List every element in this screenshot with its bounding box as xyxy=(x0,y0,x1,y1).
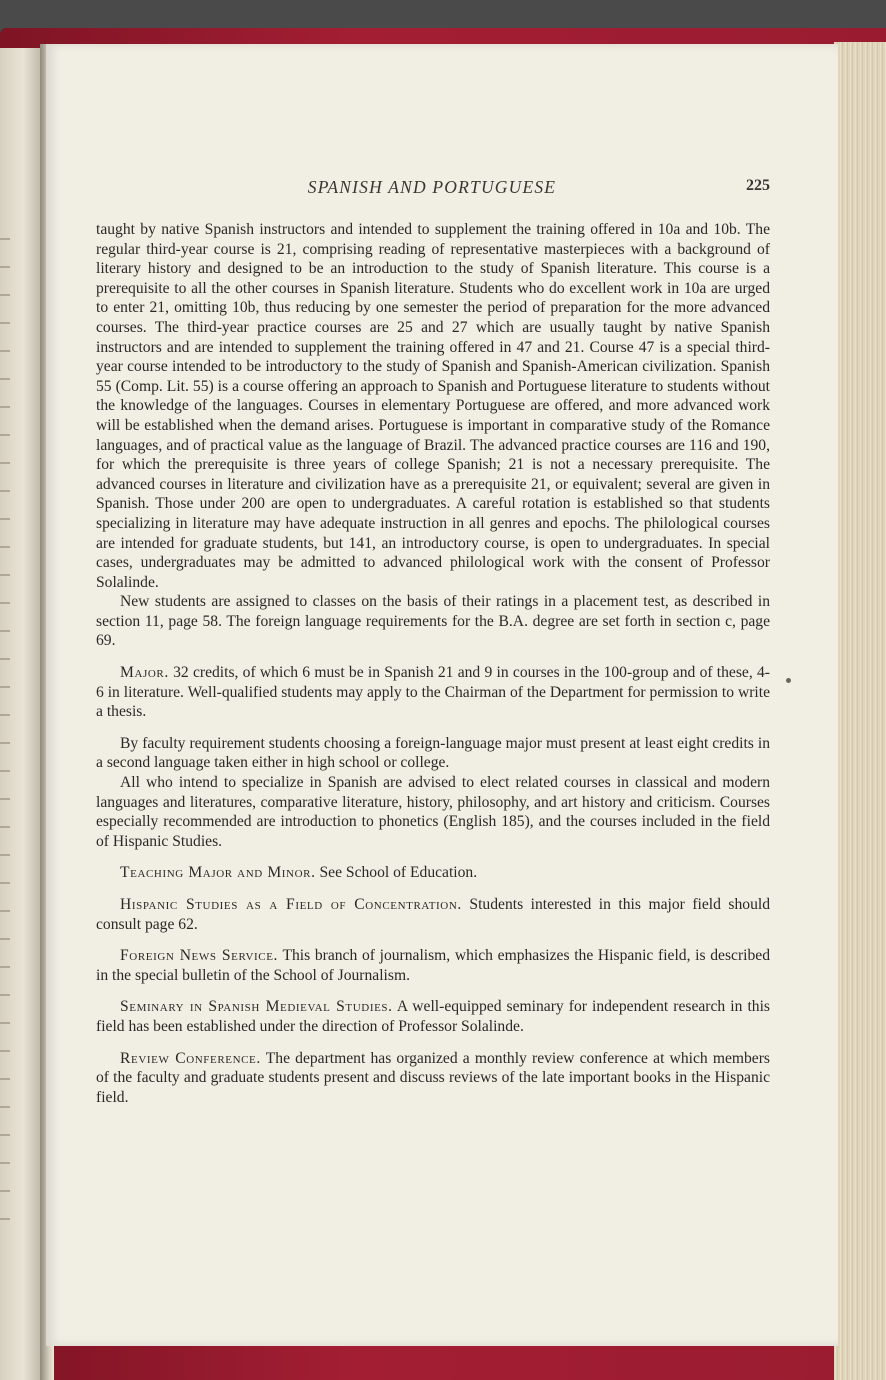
book-page xyxy=(46,44,838,1346)
paragraph-text: taught by native Spanish instructors and intended to supplement the training offered in 10a and 10b. The regular third-year course is 21, comprising reading of representative masterpieces with a background of literary history and designed to be an introduction to the study of Spanish literature. This course is a prerequisite to all the other courses in Spanish literature. Students who do excellent work in 10a are urged to enter 21, omitting 10b, thus reducing by one semester the period of preparation for the more advanced courses. The third-year practice courses are 25 and 27 which are usually taught by native Spanish instructors and are intended to supplement the training offered in 47 and 21. Course 47 is a special third-year course intended to be introductory to the study of Spanish and Spanish-American civilization. Spanish 55 (Comp. Lit. 55) is a course offering an approach to Spanish and Portuguese literature to students without the knowledge of the languages. Courses in elementary Portuguese are offered, and more advanced work will be established when the demand arises. Portuguese is important in comparative study of the Romance languages, and of practical value as the language of Brazil. The advanced practice courses are 116 and 190, for which the prerequisite is three years of college Spanish; 21 is not a necessary prerequisite. The advanced courses in literature and civilization have as a prerequisite 21, or equivalent; several are given in Spanish. Those under 200 are open to undergraduates. A careful rotation is established so that students specializing in literature may have adequate instruction in all genres and epochs. The philological courses are intended for graduate students, but 141, an introductory course, is open to undergraduates. In special cases, undergraduates may be admitted to advanced philological work with the consent of Professor Solalinde. xyxy=(96,221,770,591)
body-text xyxy=(96,220,770,1107)
paragraph xyxy=(96,663,770,722)
section-heading: Seminary in Spanish Medieval Studies. xyxy=(120,998,393,1016)
paragraph-text: See School of Education. xyxy=(319,864,478,882)
paragraph-text: A well-equipped seminary for independent research in this field has been established under the direction of Professor Solalinde. xyxy=(96,998,770,1035)
page-speck xyxy=(786,678,791,683)
section-heading: Major. xyxy=(120,664,169,682)
page-header xyxy=(94,177,770,201)
page-number: 225 xyxy=(746,177,770,194)
paragraph xyxy=(96,946,770,985)
paragraph-text: This branch of journalism, which emphasizes the Hispanic field, is described in the special bulletin of the School of Journalism. xyxy=(96,947,770,984)
paragraph xyxy=(96,773,770,851)
paragraph xyxy=(96,863,770,883)
running-title: SPANISH AND PORTUGUESE xyxy=(307,177,557,197)
section-heading: Teaching Major and Minor. xyxy=(120,864,316,882)
page-edges xyxy=(834,42,886,1380)
section-heading: Review Conference. xyxy=(120,1049,261,1067)
paragraph xyxy=(96,220,770,592)
paragraph xyxy=(96,997,770,1036)
paragraph xyxy=(96,592,770,651)
paragraph-text: New students are assigned to classes on the basis of their ratings in a placement test, as described in section 11, page 58. The foreign language requirements for the B.A. degree are set forth in section c, page 69. xyxy=(96,593,770,650)
paragraph xyxy=(96,895,770,934)
paragraph xyxy=(96,1049,770,1108)
section-heading: Foreign News Service. xyxy=(120,947,279,965)
paragraph-text: The department has organized a monthly review conference at which members of the faculty and graduate students present and discuss reviews of the late important books in the Hispanic field. xyxy=(96,1049,770,1106)
paragraph-text: Students interested in this major field should consult page 62. xyxy=(96,896,771,933)
section-heading: Hispanic Studies as a Field of Concentration. xyxy=(120,896,462,913)
left-page-edge xyxy=(0,48,42,1380)
paragraph-text: 32 credits, of which 6 must be in Spanish 21 and 9 in courses in the 100-group and of these, 4-6 in literature. Well-qualified students may apply to the Chairman of the Department for permission to write a thesis. xyxy=(96,664,770,721)
paragraph-text: All who intend to specialize in Spanish are advised to elect related courses in classical and modern languages and literatures, comparative literature, history, philosophy, and art history and criticism. Courses especially recommended are introduction to phonetics (English 185), and the courses included in the field of Hispanic Studies. xyxy=(96,774,770,850)
paragraph xyxy=(96,734,770,773)
left-page-text-fragments xyxy=(0,238,14,1288)
paragraph-text: By faculty requirement students choosing a foreign-language major must present at least eight credits in a second language taken either in high school or college. xyxy=(96,734,770,772)
